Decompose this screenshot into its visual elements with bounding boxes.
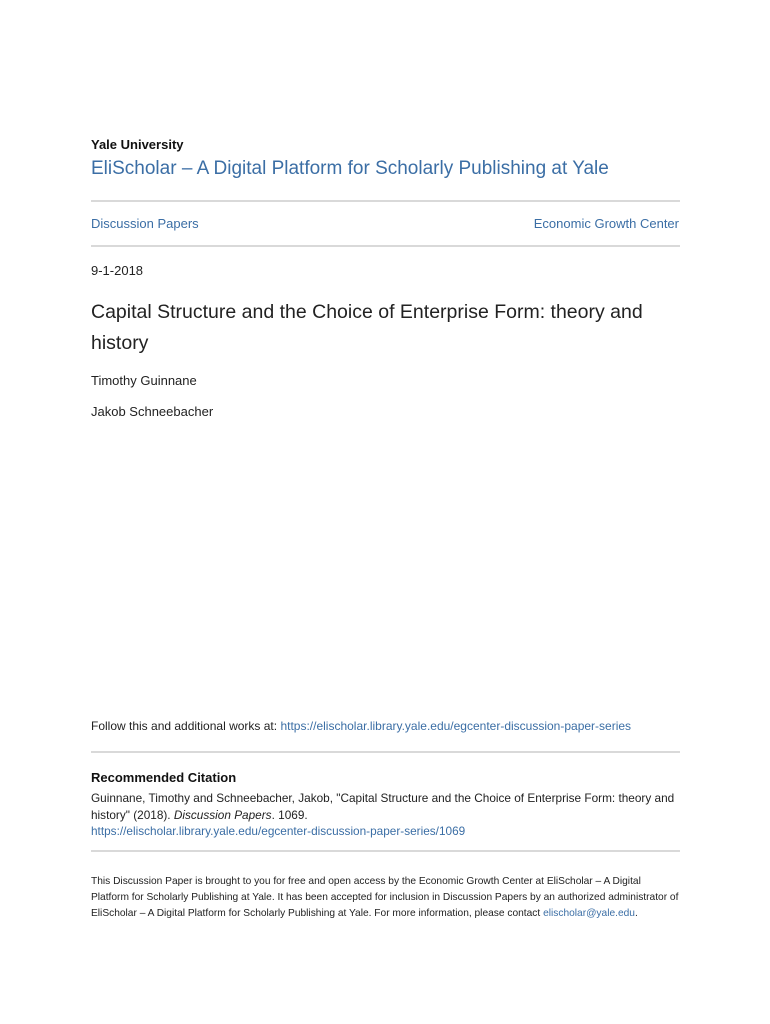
divider-nav [91, 245, 680, 247]
divider-citation [91, 850, 680, 852]
contact-email-link[interactable]: elischolar@yale.edu [543, 908, 635, 919]
divider-follow [91, 751, 680, 753]
platform-link[interactable]: EliScholar – A Digital Platform for Scholarly Publishing at Yale [91, 158, 609, 179]
university-name: Yale University [91, 137, 184, 152]
citation-url-link[interactable]: https://elischolar.library.yale.edu/egcenter-discussion-paper-series/1069 [91, 824, 466, 838]
citation-authors-title: Guinnane, Timothy and Schneebacher, Jakob, "Capital Structure and the Choice of Enterprise Form: theory and history" (2018). [91, 791, 675, 822]
notice-text: This Discussion Paper is brought to you for free and open access by the Economic Growth Center at EliScholar – A Digital Platform for Scholarly Publishing at Yale. It has been accepted for inclusion in Discussion Papers by an authorized administrator of EliScholar – A Digital Platform for Scholarly Publishing at Yale. For more information, please contact [91, 876, 679, 919]
citation-text [91, 790, 691, 840]
access-notice [91, 874, 681, 922]
author-2: Jakob Schneebacher [91, 404, 214, 419]
discussion-papers-link[interactable]: Discussion Papers [91, 216, 199, 231]
paper-title: Capital Structure and the Choice of Enterprise Form: theory and history [91, 301, 643, 354]
citation-journal: Discussion Papers [173, 807, 272, 822]
recommended-citation-heading: Recommended Citation [91, 770, 237, 785]
follow-label: Follow this and additional works at: [91, 719, 281, 733]
follow-line [91, 719, 631, 733]
notice-end: . [634, 908, 638, 919]
author-1: Timothy Guinnane [91, 373, 197, 388]
divider-top [91, 200, 680, 202]
series-url-link[interactable]: https://elischolar.library.yale.edu/egcenter-discussion-paper-series [280, 719, 632, 733]
citation-number: . 1069. [271, 807, 308, 822]
economic-growth-center-link[interactable]: Economic Growth Center [533, 216, 679, 231]
publication-date: 9-1-2018 [91, 263, 144, 278]
